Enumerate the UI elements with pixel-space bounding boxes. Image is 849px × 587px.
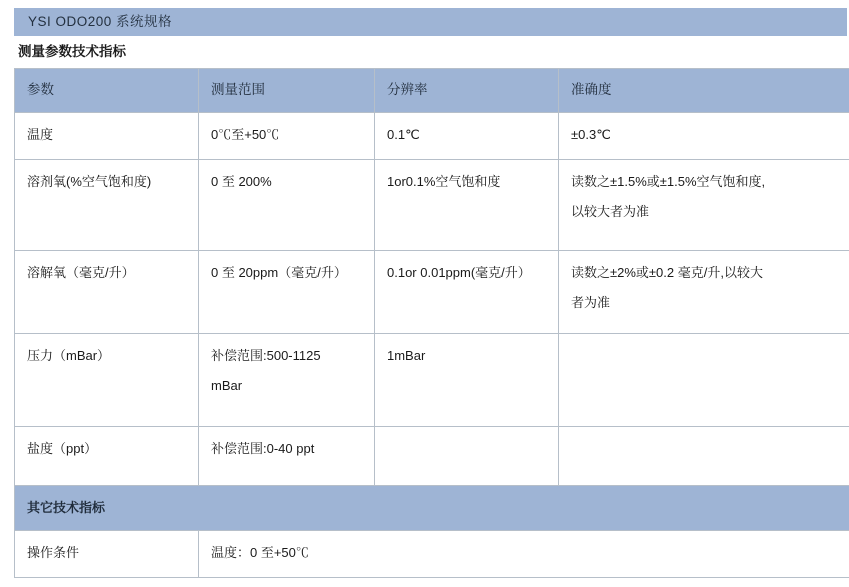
table-row <box>15 531 849 578</box>
table-header-row <box>15 69 849 113</box>
table-subsection-row <box>15 485 849 530</box>
cell-param: 操作条件 <box>15 531 199 578</box>
cell-param: 温度 <box>15 112 199 159</box>
table-row <box>15 159 849 250</box>
cell-range: 补偿范围:0-40 ppt <box>199 426 375 485</box>
cell-resolution: 0.1℃ <box>375 112 559 159</box>
column-header-range: 测量范围 <box>199 69 375 113</box>
table-row <box>15 112 849 159</box>
cell-accuracy: 读数之±2%或±0.2 毫克/升,以较大 者为准 <box>559 250 849 333</box>
table-row <box>15 333 849 426</box>
cell-accuracy: 读数之±1.5%或±1.5%空气饱和度, 以较大者为准 <box>559 159 849 250</box>
cell-value: 温度：0 至+50℃ <box>199 531 849 578</box>
section-heading: 测量参数技术指标 <box>18 44 126 59</box>
cell-accuracy <box>559 333 849 426</box>
table-row <box>15 426 849 485</box>
cell-range: 0℃至+50℃ <box>199 112 375 159</box>
column-header-param: 参数 <box>15 69 199 113</box>
cell-accuracy: ±0.3℃ <box>559 112 849 159</box>
cell-resolution: 0.1or 0.01ppm(毫克/升） <box>375 250 559 333</box>
cell-range: 补偿范围:500-1125 mBar <box>199 333 375 426</box>
column-header-accuracy: 准确度 <box>559 69 849 113</box>
cell-param: 盐度（ppt） <box>15 426 199 485</box>
cell-param: 溶解氧（毫克/升） <box>15 250 199 333</box>
cell-resolution: 1or0.1%空气饱和度 <box>375 159 559 250</box>
specifications-table <box>14 68 849 578</box>
table-row <box>15 250 849 333</box>
cell-range: 0 至 20ppm（毫克/升） <box>199 250 375 333</box>
cell-resolution <box>375 426 559 485</box>
column-header-resolution: 分辨率 <box>375 69 559 113</box>
cell-range: 0 至 200% <box>199 159 375 250</box>
cell-param: 溶剂氧(%空气饱和度) <box>15 159 199 250</box>
cell-param: 压力（mBar） <box>15 333 199 426</box>
subsection-heading: 其它技术指标 <box>15 485 849 530</box>
document-title-bar: YSI ODO200 系统规格 <box>14 8 847 36</box>
cell-resolution: 1mBar <box>375 333 559 426</box>
cell-accuracy <box>559 426 849 485</box>
